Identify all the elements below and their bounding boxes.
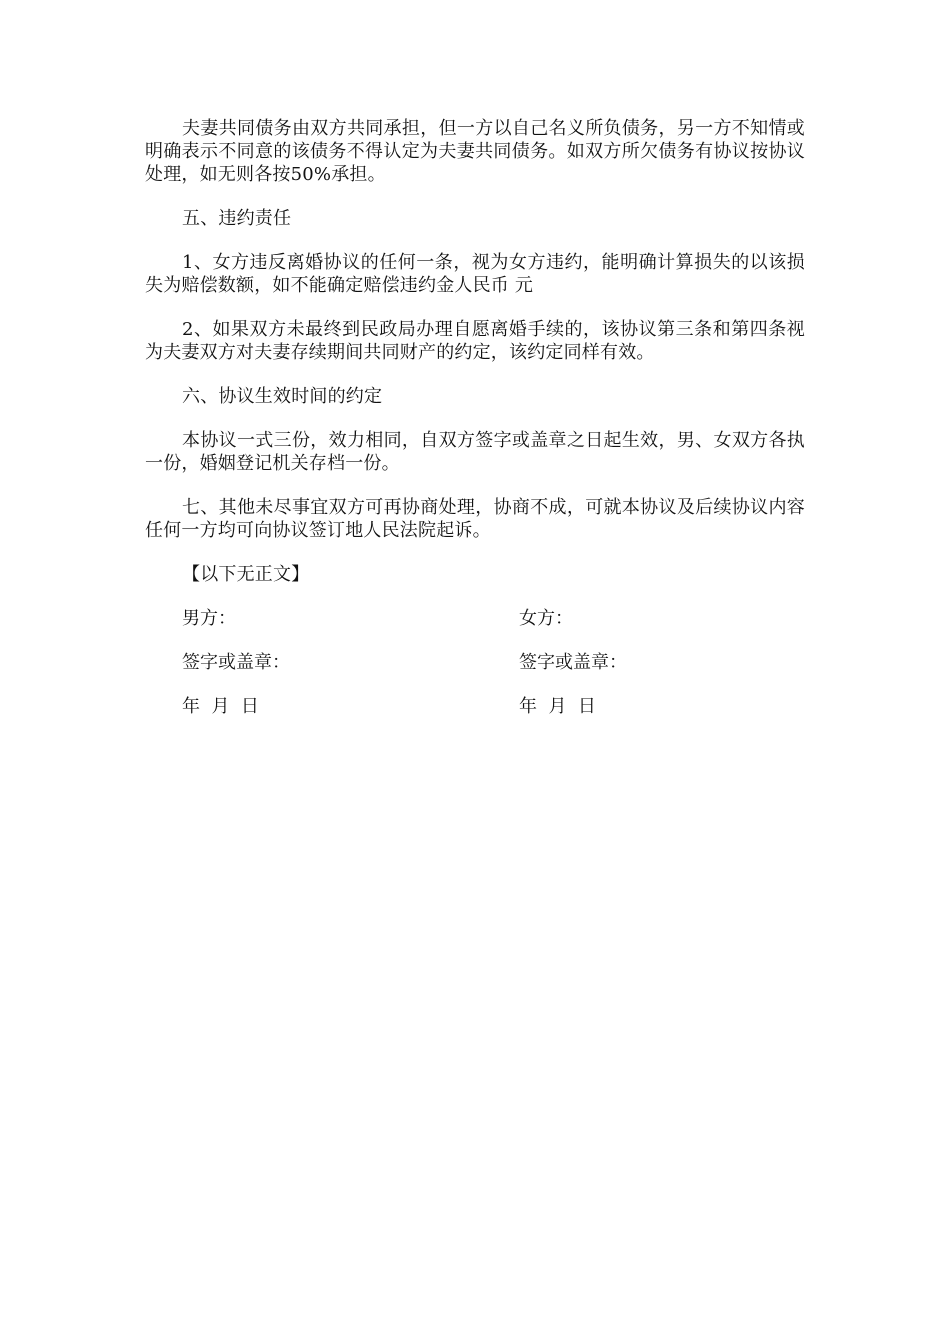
signature-date-row <box>145 695 805 718</box>
paragraph-joint-debt: 夫妻共同债务由双方共同承担，但一方以自己名义所负债务，另一方不知情或明确表示不同意的该债务不得认定为夫妻共同债务。如双方所欠债务有协议按协议处理，如无则各按50%承担。 <box>145 118 805 185</box>
paragraph-breach-1: 1、女方违反离婚协议的任何一条，视为女方违约，能明确计算损失的以该损失为赔偿数额，如不能确定赔偿违约金人民币 元 <box>145 252 805 296</box>
male-date: 年 月 日 <box>182 696 259 717</box>
document-page <box>145 117 805 739</box>
female-date: 年 月 日 <box>519 696 596 717</box>
end-of-text-marker: 【以下无正文】 <box>182 564 310 585</box>
signature-sign-row <box>145 651 805 674</box>
paragraph-other-matters: 七、其他未尽事宜双方可再协商处理，协商不成，可就本协议及后续协议内容任何一方均可向协议签订地人民法院起诉。 <box>145 497 805 541</box>
section-heading-effective: 六、协议生效时间的约定 <box>182 386 383 407</box>
paragraph-breach-2: 2、如果双方未最终到民政局办理自愿离婚手续的，该协议第三条和第四条视为夫妻双方对夫妻存续期间共同财产的约定，该约定同样有效。 <box>145 319 805 363</box>
section-heading-breach: 五、违约责任 <box>182 208 292 229</box>
signature-party-row <box>145 607 805 630</box>
male-party-label: 男方： <box>182 608 236 629</box>
paragraph-copies: 本协议一式三份，效力相同，自双方签字或盖章之日起生效，男、女双方各执一份，婚姻登记机关存档一份。 <box>145 430 805 474</box>
female-sign-label: 签字或盖章： <box>519 652 627 673</box>
male-sign-label: 签字或盖章： <box>182 652 290 673</box>
female-party-label: 女方： <box>519 608 573 629</box>
